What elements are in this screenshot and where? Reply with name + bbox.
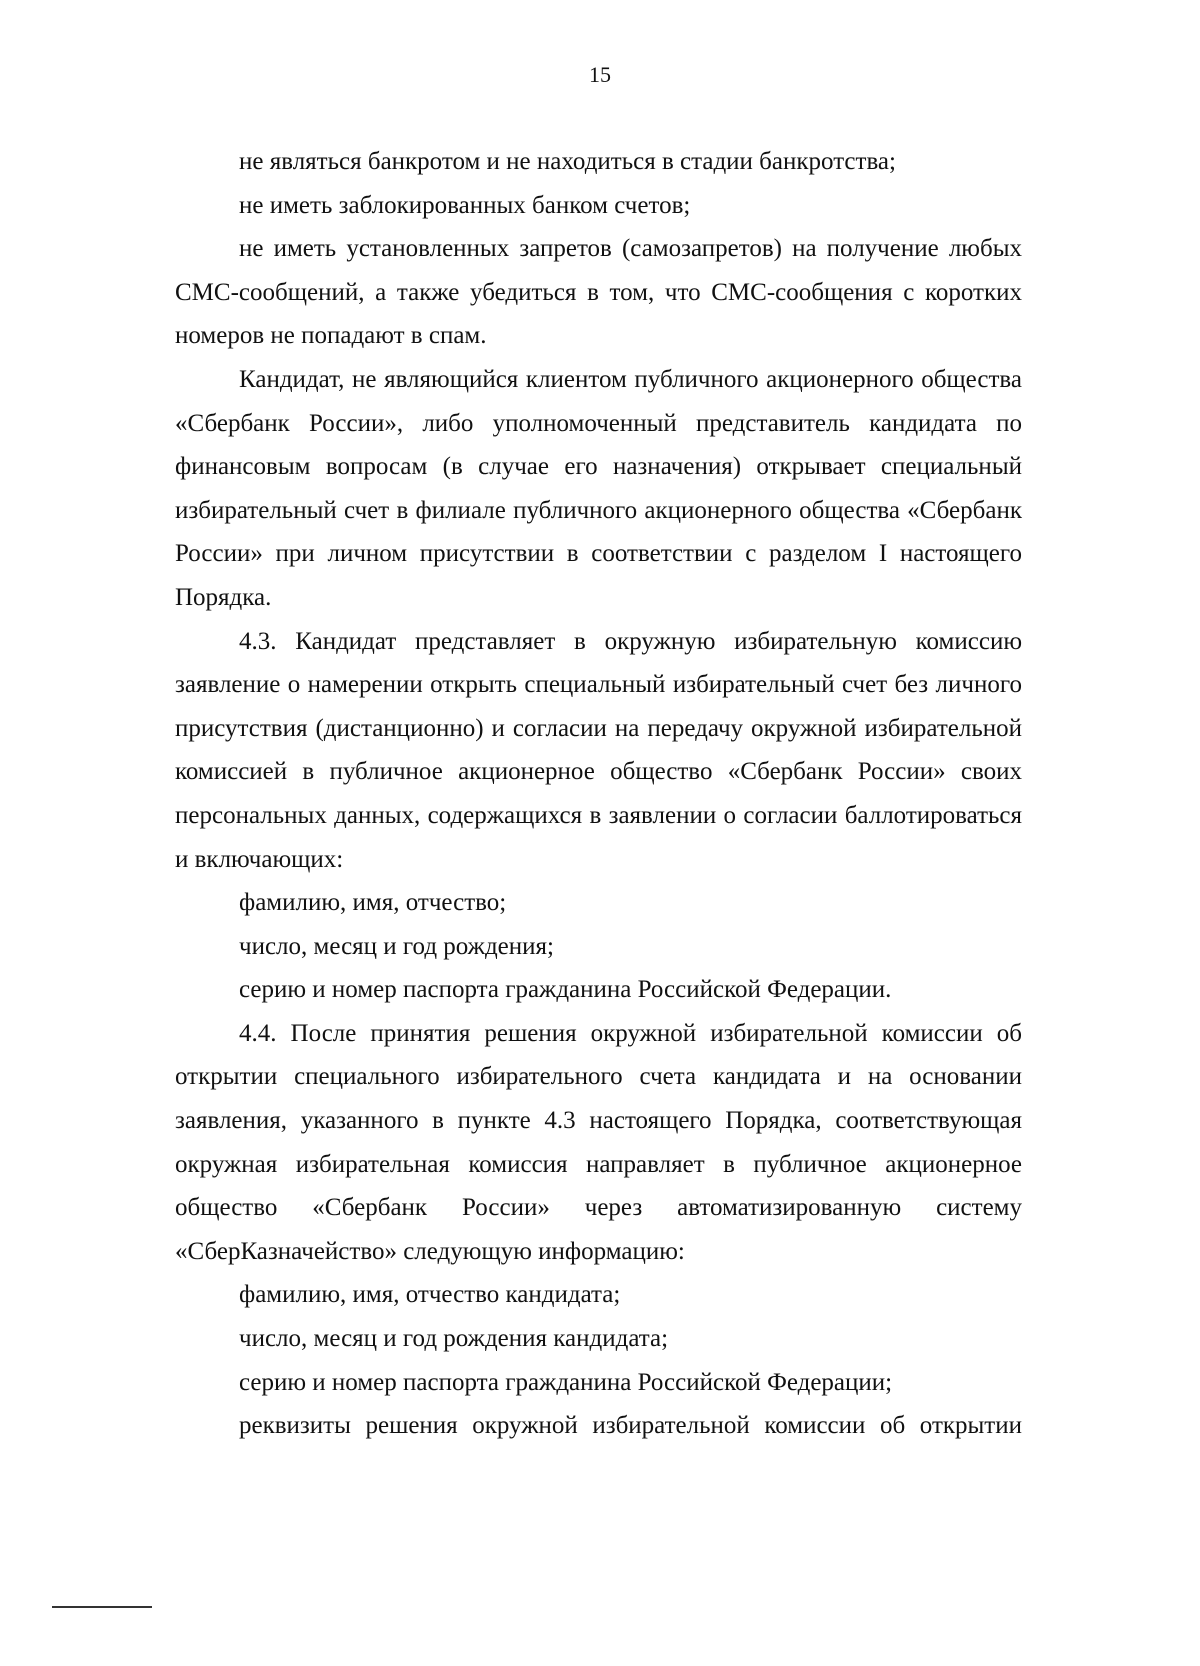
list-item: серию и номер паспорта гражданина Российской Федерации; [239, 1368, 893, 1396]
list-item: число, месяц и год рождения кандидата; [239, 1325, 669, 1353]
paragraph-section-4-3: 4.3. Кандидат представляет в окружную избирательную комиссию заявление о намерении открыть специальный избирательный счет без личного присутствия (дистанционно) и согласии на передачу окружной избирательной комиссией в публичное акционерное общество «Сбербанк России» своих персональных данных, содержащихся в заявлении о согласии баллотироваться и включающих: [175, 627, 1022, 873]
paragraph: не иметь установленных запретов (самозапретов) на получение любых СМС-сообщений, а также убедиться в том, что СМС-сообщения с коротких номеров не попадают в спам. [175, 235, 1022, 350]
list-item: серию и номер паспорта гражданина Российской Федерации. [239, 976, 892, 1004]
list-item: фамилию, имя, отчество; [239, 889, 507, 917]
list-item: не являться банкротом и не находиться в стадии банкротства; [239, 148, 896, 175]
list-item: число, месяц и год рождения; [239, 932, 554, 960]
document-body [175, 140, 1022, 1448]
page-number: 15 [589, 62, 611, 87]
list-item: не иметь заблокированных банком счетов; [239, 191, 691, 219]
footnote-divider [52, 1606, 152, 1608]
paragraph-section-4-4: 4.4. После принятия решения окружной избирательной комиссии об открытии специального избирательного счета кандидата и на основании заявления, указанного в пункте 4.3 настоящего Порядка, соответствующая окружная избирательная комиссия направляет в публичное акционерное общество «Сбербанк России» через автоматизированную систему «СберКазначейство» следующую информацию: [175, 1019, 1022, 1265]
list-item-continued: реквизиты решения окружной избирательной комиссии об открытии [239, 1412, 1022, 1440]
list-item: фамилию, имя, отчество кандидата; [239, 1281, 621, 1309]
paragraph: Кандидат, не являющийся клиентом публичного акционерного общества «Сбербанк России», либо уполномоченный представитель кандидата по финансовым вопросам (в случае его назначения) открывает специальный избирательный счет в филиале публичного акционерного общества «Сбербанк России» при личном присутствии в соответствии с разделом I настоящего Порядка. [175, 365, 1022, 611]
